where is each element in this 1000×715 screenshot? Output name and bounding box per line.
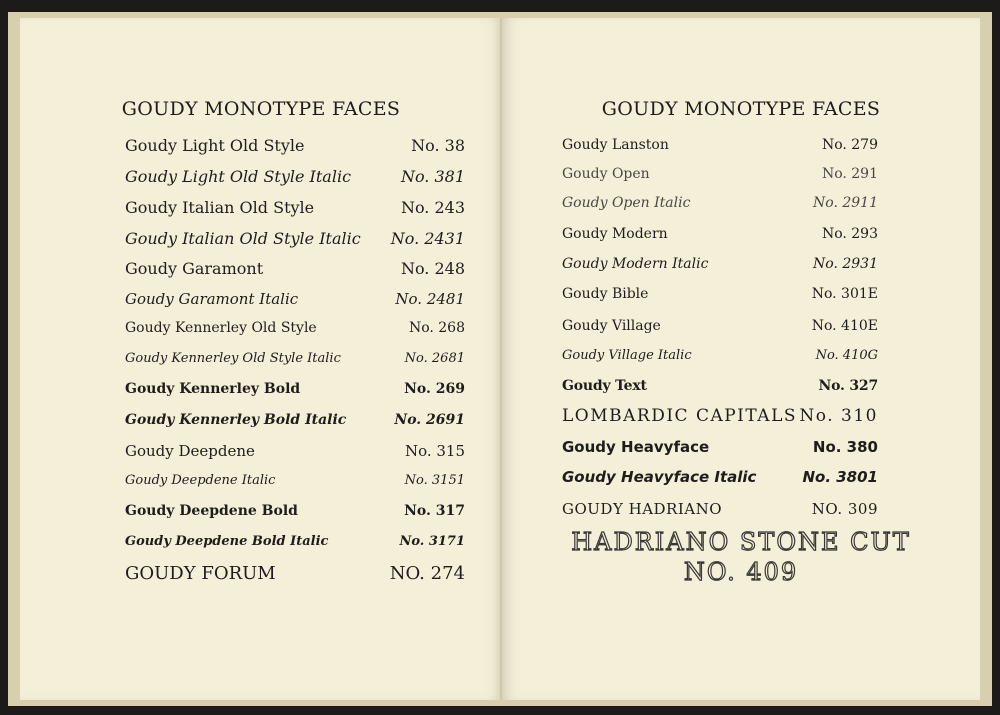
typeface-name: GOUDY HADRIANO (562, 500, 723, 518)
typeface-name: Goudy Heavyface Italic (562, 468, 757, 486)
typeface-name: Goudy Village (562, 318, 661, 334)
typeface-row (562, 137, 878, 153)
typeface-number: No. 317 (404, 503, 465, 519)
typeface-row (562, 256, 878, 272)
hadriano-stone-cut-number: NO. 409 (683, 558, 799, 586)
typeface-name: Goudy Modern Italic (562, 256, 709, 272)
typeface-name: Goudy Modern (562, 226, 668, 242)
typeface-row (125, 534, 465, 549)
typeface-row (562, 438, 878, 456)
typeface-number: No. 243 (400, 198, 465, 217)
typeface-name: Goudy Heavyface (562, 438, 710, 456)
typeface-name: Goudy Open (562, 166, 650, 182)
typeface-number: No. 3151 (404, 473, 465, 488)
typeface-row (125, 473, 465, 488)
typeface-number: No. 410E (811, 318, 878, 334)
typeface-row (125, 563, 465, 584)
typeface-name: Goudy Deepdene (125, 442, 255, 460)
typeface-number: No. 381 (400, 167, 465, 186)
typeface-name: Goudy Kennerley Old Style Italic (125, 351, 341, 366)
typeface-row (125, 320, 465, 336)
typeface-row (562, 378, 878, 394)
typeface-row (562, 166, 878, 182)
typeface-number: NO. 274 (389, 563, 465, 584)
typeface-number: No. 293 (821, 226, 878, 242)
typeface-row (125, 412, 465, 428)
typeface-number: No. 327 (818, 378, 878, 394)
typeface-name: Goudy Garamont Italic (125, 290, 299, 308)
typeface-number: No. 380 (812, 438, 878, 456)
typeface-row (125, 229, 465, 248)
typeface-row (125, 442, 465, 460)
typeface-number: No. 301E (811, 286, 878, 302)
typeface-number: No. 410G (815, 348, 878, 363)
typeface-number: No. 2431 (390, 229, 465, 248)
typeface-number: No. 3171 (399, 534, 465, 549)
typeface-number: No. 315 (404, 442, 465, 460)
right-page (502, 18, 980, 700)
typeface-name: GOUDY FORUM (125, 563, 276, 584)
typeface-number: No. 279 (821, 137, 878, 153)
typeface-number: No. 38 (411, 136, 465, 155)
typeface-number: No. 2481 (395, 290, 465, 308)
page-heading: GOUDY MONOTYPE FACES (601, 98, 881, 120)
typeface-name: Goudy Deepdene Bold (125, 503, 298, 519)
typeface-number: No. 2911 (813, 195, 878, 211)
typeface-name: Goudy Village Italic (562, 348, 692, 363)
typeface-number: No. 2691 (394, 412, 465, 428)
typeface-row (562, 195, 878, 211)
typeface-name: Goudy Italian Old Style (125, 198, 315, 217)
typeface-number: No. 268 (408, 320, 465, 336)
typeface-row (562, 406, 878, 426)
typeface-name: Goudy Deepdene Bold Italic (125, 534, 329, 549)
typeface-name: Goudy Light Old Style Italic (125, 167, 352, 186)
typeface-name: LOMBARDIC CAPITALS (562, 406, 798, 426)
typeface-number: No. 2681 (404, 351, 465, 366)
typeface-row (562, 226, 878, 242)
typeface-name: Goudy Italian Old Style Italic (125, 229, 361, 248)
typeface-row (125, 503, 465, 519)
typeface-row (125, 381, 465, 397)
typeface-row (562, 318, 878, 334)
typeface-number: No. 3801 (802, 468, 878, 486)
typeface-name: Goudy Kennerley Bold (125, 381, 301, 397)
typeface-row (562, 286, 878, 302)
typeface-number: No. 310 (799, 406, 878, 426)
hadriano-stone-cut-title: HADRIANO STONE CUT (571, 528, 911, 556)
typeface-number: No. 269 (404, 381, 465, 397)
typeface-number: No. 291 (821, 166, 878, 182)
typeface-row (125, 198, 465, 217)
typeface-name: Goudy Kennerley Bold Italic (125, 412, 347, 428)
typeface-row (562, 500, 878, 518)
typeface-name: Goudy Kennerley Old Style (125, 320, 317, 336)
typeface-row (125, 351, 465, 366)
typeface-number: No. 2931 (813, 256, 878, 272)
typeface-name: Goudy Light Old Style (125, 136, 305, 155)
typeface-name: Goudy Lanston (562, 137, 669, 153)
typeface-row (125, 290, 465, 308)
typeface-name: Goudy Deepdene Italic (125, 473, 276, 488)
typeface-row (125, 167, 465, 186)
left-page (20, 18, 502, 700)
typeface-row (125, 259, 465, 278)
typeface-name: Goudy Bible (562, 286, 649, 302)
typeface-number: No. 248 (400, 259, 465, 278)
typeface-number: NO. 309 (811, 500, 878, 518)
typeface-name: Goudy Garamont (125, 259, 264, 278)
typeface-row (562, 348, 878, 363)
typeface-row (125, 136, 465, 155)
page-heading: GOUDY MONOTYPE FACES (121, 98, 401, 120)
typeface-name: Goudy Text (562, 378, 647, 394)
typeface-row (562, 468, 878, 486)
typeface-name: Goudy Open Italic (562, 195, 691, 211)
